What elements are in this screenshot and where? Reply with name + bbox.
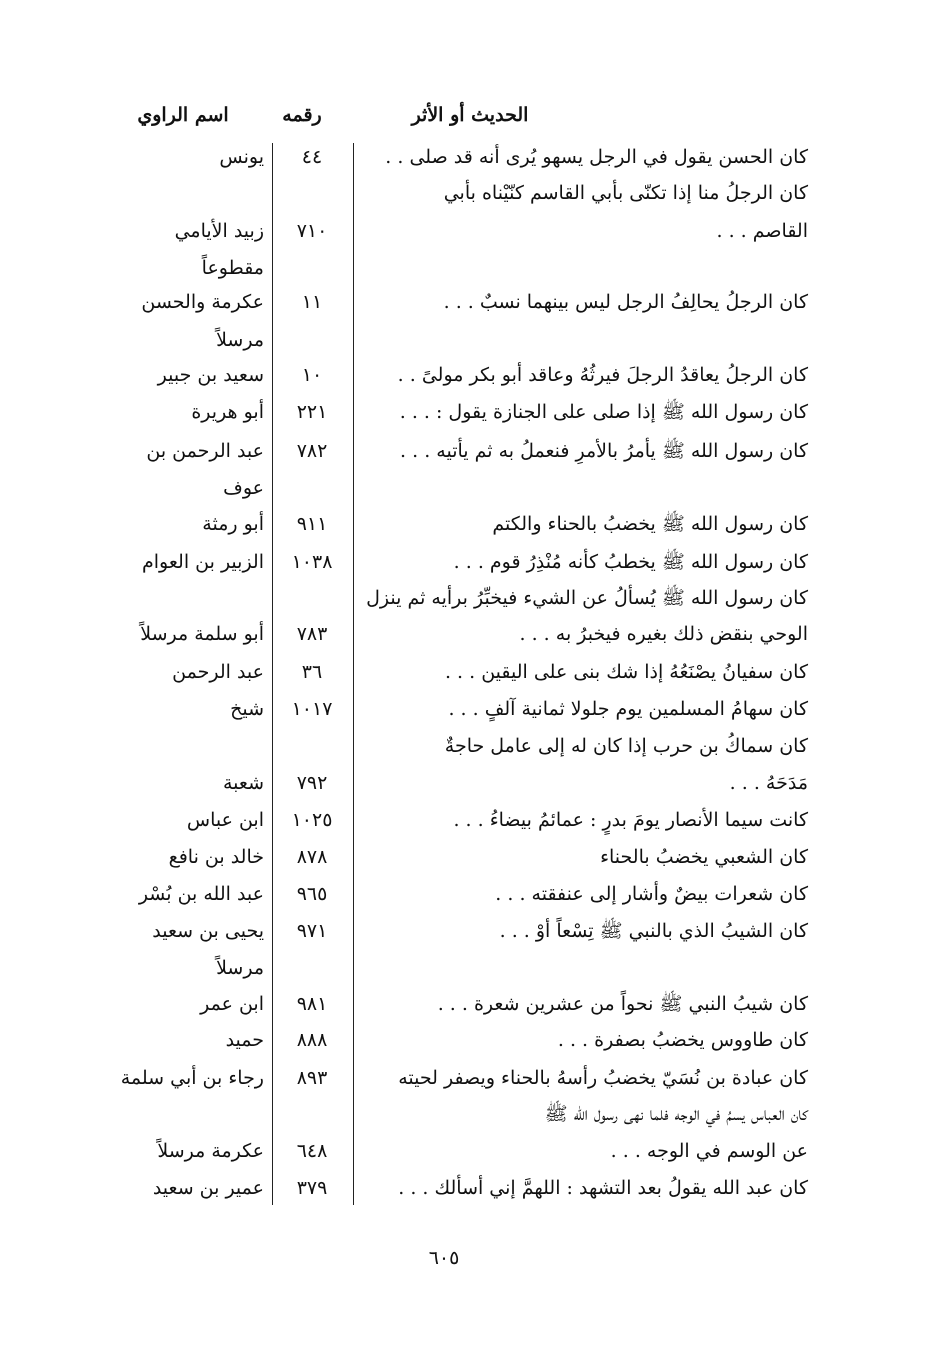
- line-hadith: كان رسول الله ﷺ يخطبُ كأنه مُنْذِرُ قوم . . .: [453, 551, 808, 573]
- line-hadith: [356, 471, 808, 505]
- line-narrator: حميد: [225, 1029, 264, 1051]
- line-number: [278, 951, 346, 985]
- line-number: ٩٧١: [296, 920, 328, 942]
- line-number: [278, 581, 346, 615]
- line-number: ٨٧٨: [296, 846, 328, 868]
- line-narrator: ابن عباس: [186, 809, 264, 831]
- line-number: ١٠٢٥: [291, 809, 333, 831]
- line-number: ٩٨١: [296, 993, 328, 1015]
- line-number: ٨٩٣: [296, 1067, 328, 1089]
- line-hadith: كان شيبُ النبي ﷺ نحواً من عشرين شعرة . . .: [437, 993, 808, 1015]
- line-hadith: كان رسول الله ﷺ يُسألُ عن الشيء فيخبِّرُ برأيه ثم ينزل: [366, 587, 808, 609]
- line-narrator: شيخ: [230, 698, 264, 720]
- line-hadith: كان شعرات بيضٌ وأشار إلى عنفقته . . .: [495, 883, 808, 905]
- line-number: ٧٩٢: [296, 772, 328, 794]
- line-hadith: كان عبد الله يقولُ بعد التشهد : اللهمَّ إني أسألك . . .: [398, 1177, 808, 1199]
- line-narrator: [100, 1097, 264, 1131]
- line-hadith: كان الشيبُ الذي بالنبي ﷺ تِسْعاً أوْ . . .: [499, 920, 808, 942]
- header-hadith: الحديث أو الأثر: [411, 104, 529, 126]
- line-number: [278, 323, 346, 357]
- line-number: ٢٢١: [296, 401, 328, 423]
- line-hadith: كان سماكُ بن حرب إذا كان له إلى عامل حاجةٌ: [444, 735, 808, 757]
- column-divider: [272, 143, 273, 1205]
- line-narrator: يحيى بن سعيد: [152, 920, 264, 942]
- line-narrator: خالد بن نافع: [168, 846, 264, 868]
- line-narrator: أبو هريرة: [191, 401, 264, 423]
- line-narrator: أبو رمثة: [202, 513, 264, 535]
- line-hadith: كان رسول الله ﷺ إذا صلى على الجنازة يقول : . . .: [399, 401, 808, 423]
- line-hadith: كان سهامُ المسلمين يوم جلولا ثمانية آلفٍ . . .: [448, 698, 808, 720]
- line-number: ١٠٣٨: [291, 551, 333, 573]
- line-narrator: مرسلاً: [216, 957, 264, 979]
- line-hadith: كان الحسن يقول في الرجل يسهو يُرى أنه قد صلى . .: [385, 146, 808, 168]
- line-hadith: كان الشعبي يخضبُ بالحناء: [600, 846, 808, 868]
- line-hadith: عن الوسم في الوجه . . .: [610, 1140, 808, 1162]
- line-number: ٤٤: [301, 146, 323, 168]
- line-number: [278, 471, 346, 505]
- line-number: ٦٤٨: [296, 1140, 328, 1162]
- line-narrator: عبد الله بن بُسْر: [138, 883, 264, 905]
- line-hadith: كان الرجلُ يحالِفُ الرجل ليس بينهما نسبٌ . . .: [443, 291, 808, 313]
- page-number: ٦٠٥: [428, 1247, 460, 1269]
- column-divider: [353, 143, 354, 1205]
- line-number: [278, 251, 346, 285]
- line-hadith: كان الرجلُ يعاقدُ الرجلَ فيرثُهُ وعاقد أبو بكر مولىً . .: [397, 364, 808, 386]
- line-narrator: سعيد بن جبير: [157, 364, 264, 386]
- line-number: ٧٨٢: [296, 440, 328, 462]
- line-narrator: عمير بن سعيد: [152, 1177, 264, 1199]
- line-narrator: شعبة: [222, 772, 264, 794]
- header-number: رقمه: [282, 104, 322, 126]
- line-hadith: كان رسول الله ﷺ يخضبُ بالحناء والكتم: [492, 513, 808, 535]
- line-hadith: كان الرجلُ منا إذا تكنّى بأبي القاسم كنّيْناه بأبي: [443, 182, 808, 204]
- line-number: ١٠١٧: [291, 698, 333, 720]
- line-hadith: كان طاووس يخضبُ بصفرة . . .: [557, 1029, 808, 1051]
- line-number: ٩٦٥: [296, 883, 328, 905]
- line-number: [278, 729, 346, 763]
- line-hadith: [356, 323, 808, 357]
- line-narrator: عكرمة والحسن: [141, 291, 264, 313]
- line-number: ٩١١: [296, 513, 328, 535]
- line-number: ٣٦: [301, 661, 323, 683]
- line-narrator: يونس: [219, 146, 264, 168]
- line-hadith: كان العباس يسمُ في الوجه فلما نهى رسول الله ﷺ: [544, 1103, 808, 1125]
- line-narrator: عكرمة مرسلاً: [157, 1140, 264, 1162]
- line-narrator: مقطوعاً: [201, 257, 264, 279]
- line-number: ٨٨٨: [296, 1029, 328, 1051]
- line-hadith: القاصم . . .: [716, 220, 808, 242]
- line-hadith: كان سفيانُ يصْنَعُهُ إذا شك بنى على اليقين . . .: [444, 661, 808, 683]
- header-narrator: اسم الراوي: [137, 104, 229, 126]
- line-hadith: كان عبادة بن نُسَيّ يخضبُ رأسهُ بالحناء ويصفر لحيته: [398, 1067, 808, 1089]
- line-narrator: [100, 176, 264, 210]
- line-number: ٧١٠: [296, 220, 328, 242]
- line-number: [278, 1097, 346, 1131]
- line-narrator: الزبير بن العوام: [142, 551, 264, 573]
- line-hadith: الوحي بنقض ذلك بغيره فيخبرُ به . . .: [519, 623, 808, 645]
- line-narrator: عوف: [223, 477, 264, 499]
- line-hadith: كانت سيما الأنصار يومَ بدرٍ : عمائمُ بيضاءُ . . .: [453, 809, 808, 831]
- line-number: ٣٧٩: [296, 1177, 328, 1199]
- line-narrator: رجاء بن أبي سلمة: [120, 1067, 264, 1089]
- line-hadith: كان رسول الله ﷺ يأمرُ بالأمرِ فنعملُ به ثم يأتيه . . .: [400, 440, 808, 462]
- line-narrator: [100, 729, 264, 763]
- line-number: ٧٨٣: [296, 623, 328, 645]
- line-number: [278, 176, 346, 210]
- line-hadith: [356, 251, 808, 285]
- line-hadith: مَدَحَهُ . . .: [729, 772, 808, 794]
- line-hadith: [356, 951, 808, 985]
- line-narrator: مرسلاً: [216, 329, 264, 351]
- line-narrator: [100, 581, 264, 615]
- line-narrator: أبو سلمة مرسلاً: [140, 623, 264, 645]
- line-narrator: عبد الرحمن بن: [146, 440, 264, 462]
- line-narrator: عبد الرحمن: [172, 661, 264, 683]
- line-number: ١١: [301, 291, 323, 313]
- line-narrator: ابن عمر: [200, 993, 264, 1015]
- line-narrator: زبيد الأيامي: [174, 220, 264, 242]
- line-number: ١٠: [301, 364, 323, 386]
